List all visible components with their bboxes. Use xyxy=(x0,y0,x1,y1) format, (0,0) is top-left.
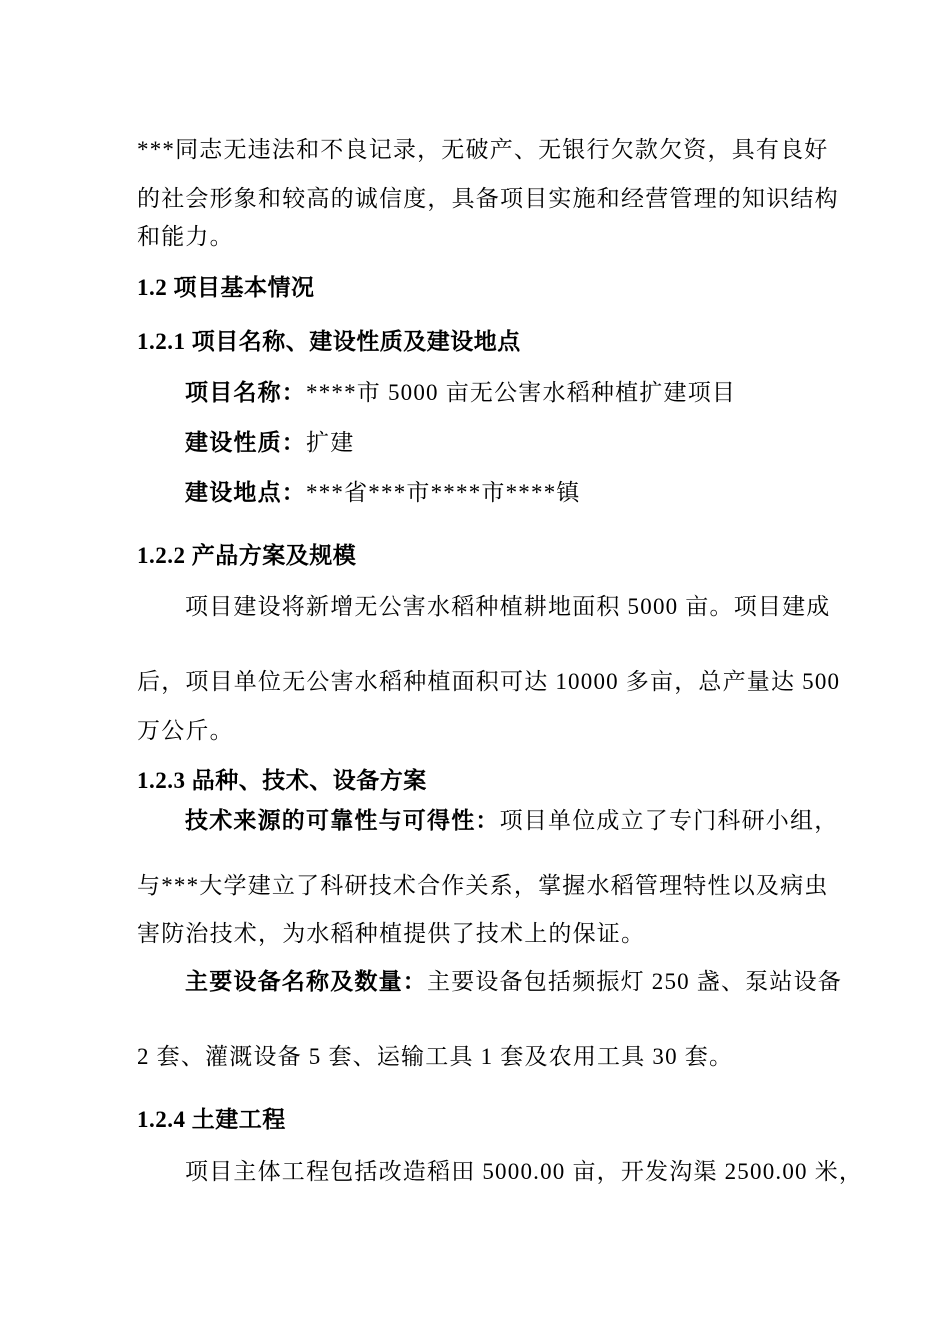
intro-line-1: ***同志无违法和不良记录，无破产、无银行欠款欠资，具有良好 xyxy=(137,137,829,162)
civil-line-1: 项目主体工程包括改造稻田 5000.00 亩，开发沟渠 2500.00 米， xyxy=(185,1159,864,1184)
tech-label: 技术来源的可靠性与可得性： xyxy=(185,808,500,833)
heading-1-2-1: 1.2.1 项目名称、建设性质及建设地点 xyxy=(137,329,521,354)
tech-row xyxy=(185,806,885,836)
construction-location-row xyxy=(185,478,885,508)
scale-line-1: 项目建设将新增无公害水稻种植耕地面积 5000 亩。项目建成 xyxy=(185,594,831,619)
equipment-row xyxy=(185,967,885,997)
intro-line-3: 和能力。 xyxy=(137,224,234,249)
tech-line-3: 害防治技术，为水稻种植提供了技术上的保证。 xyxy=(137,921,646,946)
construction-nature-row xyxy=(185,428,885,458)
heading-1-2-2: 1.2.2 产品方案及规模 xyxy=(137,543,357,568)
scale-line-3: 万公斤。 xyxy=(137,718,234,743)
intro-line-2: 的社会形象和较高的诚信度，具备项目实施和经营管理的知识结构 xyxy=(137,186,839,211)
equipment-line-2: 2 套、灌溉设备 5 套、运输工具 1 套及农用工具 30 套。 xyxy=(137,1044,734,1069)
project-name-row xyxy=(185,378,885,408)
construction-location-value: ***省***市****市****镇 xyxy=(306,480,581,505)
construction-nature-label: 建设性质： xyxy=(185,430,306,455)
heading-1-2-4: 1.2.4 土建工程 xyxy=(137,1107,286,1132)
heading-1-2: 1.2 项目基本情况 xyxy=(137,275,315,300)
project-name-value: ****市 5000 亩无公害水稻种植扩建项目 xyxy=(306,380,737,405)
scale-line-2: 后，项目单位无公害水稻种植面积可达 10000 多亩，总产量达 500 xyxy=(137,669,841,694)
construction-location-label: 建设地点： xyxy=(185,480,306,505)
tech-line-1: 项目单位成立了专门科研小组， xyxy=(499,808,839,833)
tech-line-2: 与***大学建立了科研技术合作关系，掌握水稻管理特性以及病虫 xyxy=(137,873,829,898)
heading-1-2-3: 1.2.3 品种、技术、设备方案 xyxy=(137,768,427,793)
construction-nature-value: 扩建 xyxy=(306,430,355,455)
equipment-label: 主要设备名称及数量： xyxy=(185,969,427,994)
equipment-line-1: 主要设备包括频振灯 250 盏、泵站设备 xyxy=(427,969,842,994)
project-name-label: 项目名称： xyxy=(185,380,306,405)
